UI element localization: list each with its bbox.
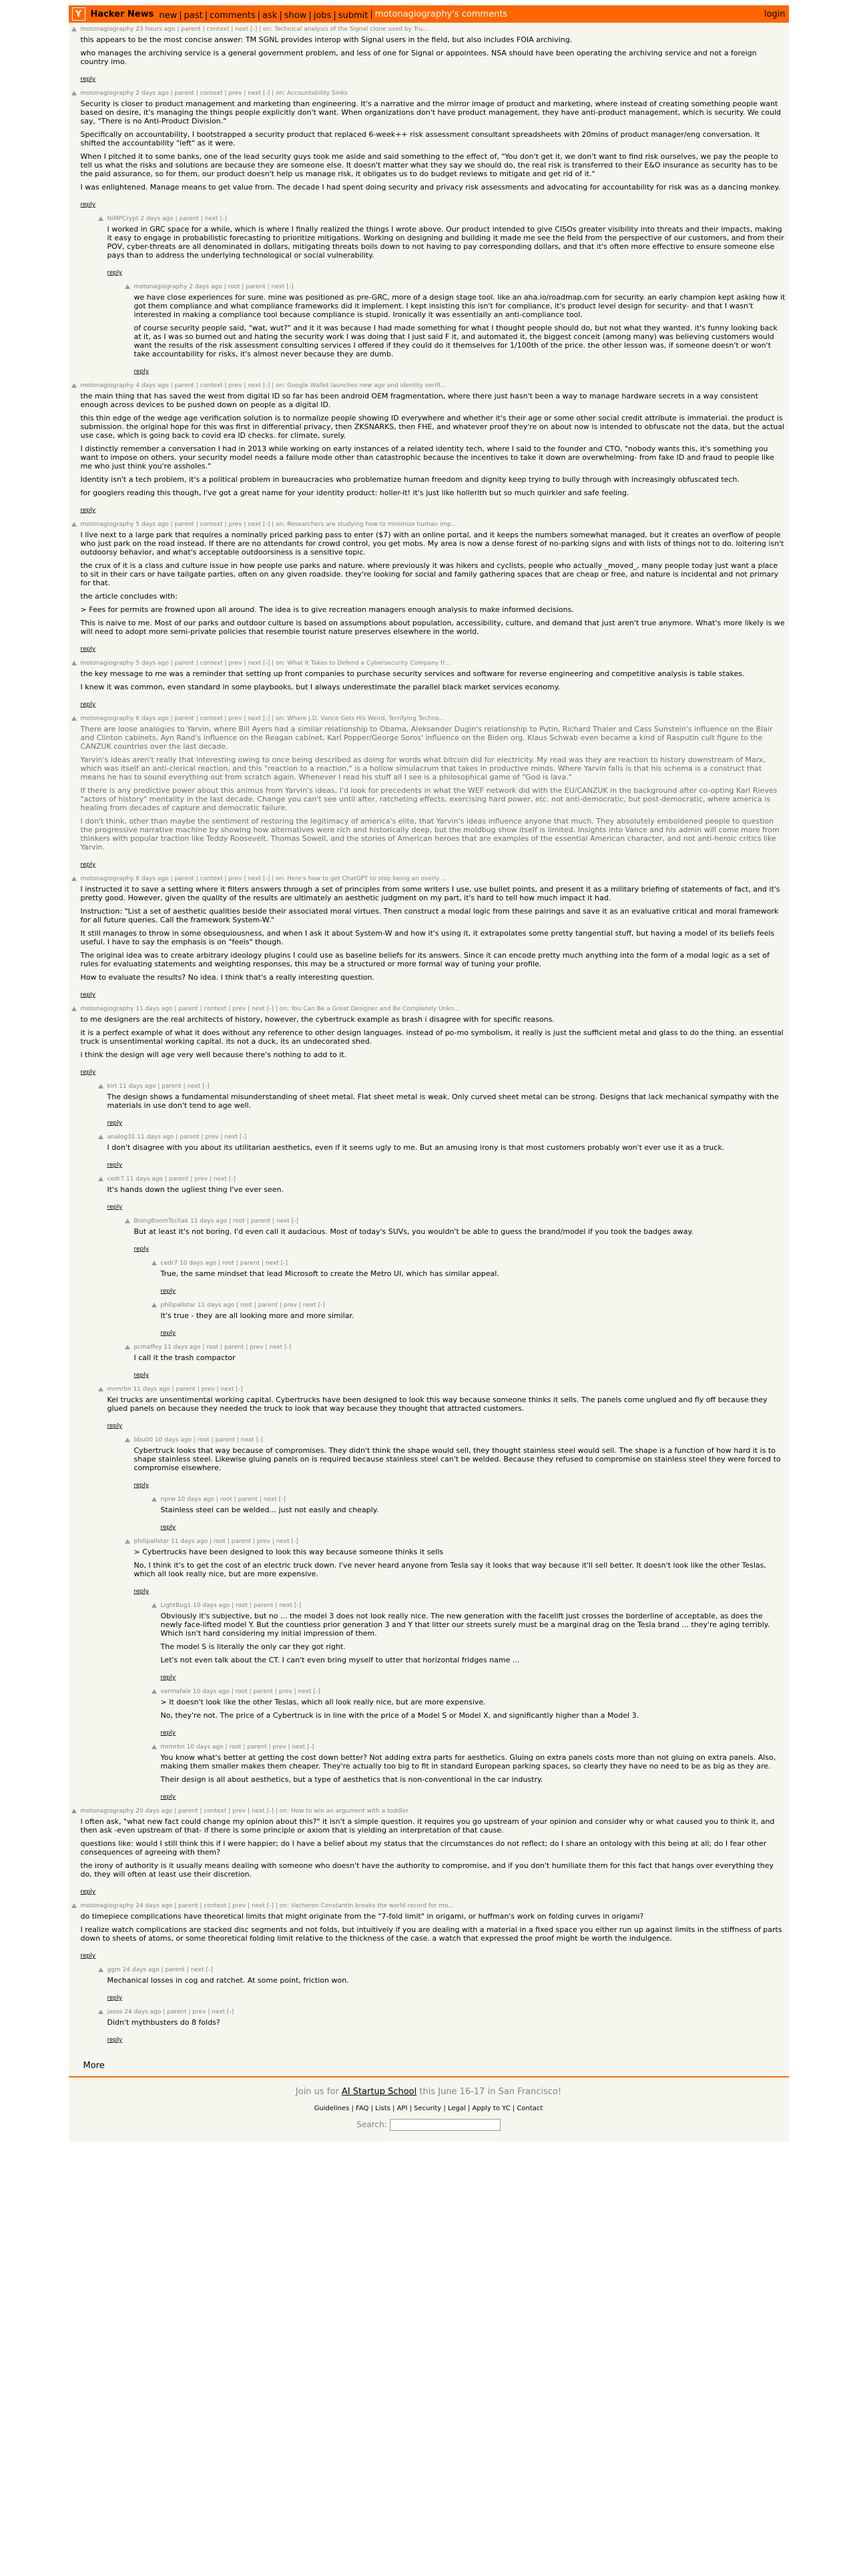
upvote-arrow-icon[interactable]: [71, 1006, 78, 1013]
reply-link[interactable]: reply: [80, 862, 96, 868]
comment-paragraph: The original idea was to create arbitrary ideology plugins I could use as baseline beliefs for its answers. Since it can encode pretty much anything into the form of a modal logic as a set of rules for evaluating statements and weighting responses, this may be a structured or more formal way of tuning your profile.: [80, 951, 770, 968]
footer-link[interactable]: Guidelines: [314, 2105, 350, 2112]
comment-meta[interactable]: philipallstar 11 days ago | root | parent | prev | next [-]: [160, 1302, 325, 1309]
comment-paragraph: I instructed it to save a setting where it filters answers through a set of principles from some writers I use, use bullet points, and present it as a military briefing of statements of fact, and it's pretty good. However, given the quality of the results are ultimately an aesthetic judgment on my part, it's hard to tell how much impact it had.: [80, 885, 780, 902]
comment-meta[interactable]: mrmrbn 11 days ago | parent | prev | next [-]: [107, 1386, 243, 1393]
upvote-arrow-icon[interactable]: [152, 1303, 158, 1309]
nav-separator: |: [370, 9, 373, 19]
comment: [71, 715, 786, 869]
upvote-arrow-icon[interactable]: [152, 1261, 158, 1267]
comment-body: [161, 1259, 786, 1295]
comment-text: [161, 1269, 786, 1278]
reply-link[interactable]: reply: [80, 1889, 96, 1895]
comment-paragraph: for googlers reading this though, I've got a great name for your identity product: holler-it! it's just like hollerith but so much quirkier and safe feeling.: [80, 489, 629, 497]
comment-body: [107, 1082, 786, 1127]
comment-body: [107, 1966, 786, 2002]
reply-link[interactable]: reply: [133, 368, 150, 375]
comment-meta[interactable]: motonagiography 5 days ago | parent | context | prev | next [-] | on: What It Takes to Defend a Cybersecurity Company fr...: [80, 660, 451, 667]
comment-paragraph: True, the same mindset that lead Microsoft to create the Metro UI, which has similar appeal.: [160, 1269, 499, 1278]
comment: [71, 1385, 786, 1430]
search-label: Search:: [356, 2120, 387, 2130]
yc-prefix: Join us for: [295, 2087, 342, 2097]
nav-link-5[interactable]: jobs: [313, 10, 332, 21]
reply-link[interactable]: reply: [80, 202, 96, 208]
comment: [71, 1902, 786, 1960]
comment-paragraph: who manages the archiving service is a general government problem, and less of one for Signal or appointees. NSA should have been operating the archiving service and not a foreign country imo.: [80, 49, 757, 66]
hn-logo[interactable]: Y: [72, 7, 85, 21]
upvote-arrow-icon[interactable]: [152, 1497, 158, 1504]
comment-text: [134, 1446, 786, 1472]
comment-text: [107, 1395, 786, 1413]
comment-text: [107, 2018, 786, 2027]
current-page-label: motonagiography's comments: [374, 9, 508, 19]
footer-separator: |: [407, 2105, 414, 2112]
nav-separator: |: [204, 10, 208, 21]
comment-paragraph: I don't disagree with you about its utilitarian aesthetics, even if it seems ugly to me. But an amusing irony is that most customers probably won't ever use it as a truck.: [107, 1143, 725, 1152]
upvote-arrow-icon[interactable]: [152, 1744, 158, 1751]
comment-paragraph: Obviously it's subjective, but no ... the model 3 does not look really nice. The new generation with the facelift just crosses the borderline of acceptable, as does the newly face-lifted model Y. But the countless prior generation 3 and Y that litter our streets surely must be a marginal drag on the Tesla brand ... they're aging terribly. Which isn't hard considering my initial impression of them.: [160, 1612, 770, 1638]
comment: [71, 1496, 786, 1532]
comment-body: [107, 1133, 786, 1169]
comment-text: [81, 1817, 786, 1879]
yc-announcement: [69, 2087, 789, 2097]
reply-link[interactable]: reply: [160, 1330, 176, 1337]
comment-paragraph: I call it the trash compactor: [133, 1353, 236, 1362]
comment-paragraph: Specifically on accountability, I bootstrapped a security product that replaced 6-week++ risk assessment consultant spreadsheets with 20mins of product manager/eng conversation. It shifted the accountability "left" as it were.: [80, 130, 760, 147]
comment-text: [81, 35, 786, 66]
page-container: [69, 5, 789, 2142]
nav-link-3[interactable]: ask: [262, 10, 278, 21]
comment-meta[interactable]: NiMPCrypt 2 days ago | parent | next [-]: [107, 216, 227, 222]
comment-meta[interactable]: motonagiography 6 days ago | parent | context | prev | next [-] | on: Where J.D. Vance Gets His Weird, Terrifying Techno...: [80, 715, 445, 722]
comment-body: [134, 283, 786, 376]
comment-meta[interactable]: ggm 24 days ago | parent | next [-]: [107, 1967, 213, 1973]
upvote-arrow-icon[interactable]: [71, 91, 78, 97]
comment-text: [107, 1976, 786, 1985]
comment: [71, 521, 786, 653]
upvote-arrow-icon[interactable]: [125, 284, 131, 291]
nav-link-1[interactable]: past: [184, 10, 203, 21]
comment-paragraph: Cybertruck looks that way because of compromises. They didn't think the shape would sell, they thought stainless steel would sell. The shape is a function of how hard it is to shape stainless steel. Likewise gluing panels on is required because stainless steel can't be welded. Because they refused to compromise on stainless steel they were forced to compromise elsewhere.: [133, 1446, 781, 1472]
comment-text: [81, 1912, 786, 1943]
comment-paragraph: I knew it was common, even standard in some playbooks, but I always underestimate the parallel black market services economy.: [80, 683, 561, 691]
comment-body: [161, 1301, 786, 1337]
comment-paragraph: I distinctly remember a conversation I had in 2013 while working on early instances of a related identity tech, where I said to the founder and CTO, "nobody wants this, it's something you want to impose on others. your security model needs a failure mode other than catastrophic because the incentives to take it down are overwhelming- from fake ID and fraud to people like me who just think you're assholes.": [80, 444, 774, 470]
nav-link-2[interactable]: comments: [210, 10, 256, 21]
comment-paragraph: I was enlightened. Manage means to get value from. The decade I had spent doing security and privacy risk assessments and advocating for accountability for risk was as a dancing monkey.: [80, 183, 781, 192]
upvote-arrow-icon[interactable]: [98, 1177, 105, 1183]
reply-link[interactable]: reply: [107, 1120, 123, 1126]
comment-meta[interactable]: motonagiography 5 days ago | parent | context | prev | next [-] | on: Researchers are studying how to minimize human imp...: [80, 521, 457, 528]
upvote-arrow-icon[interactable]: [98, 2009, 105, 2016]
comment-body: [134, 1343, 786, 1379]
footer-link[interactable]: API: [396, 2105, 408, 2112]
reply-link[interactable]: reply: [80, 701, 96, 708]
nav-separator: |: [257, 10, 261, 21]
comment-paragraph: do timepiece complications have theoretical limits that might originate from the "7-fold limit" in origami, or huffman's work on folding curves in origami?: [80, 1912, 644, 1921]
comment-paragraph: to me designers are the real architects of history, however, the cybertruck example as brash i disagree with for specific reasons.: [80, 1015, 555, 1024]
comment-paragraph: Instruction: "List a set of aesthetic qualities beside their associated moral virtues. Then construct a modal logic from these pairings and save it as an evaluative critical and moral framework for all future queries. Call the framework System-W.": [80, 907, 779, 924]
footer-links: [69, 2105, 789, 2112]
comment-meta[interactable]: motonagiography 11 days ago | parent | context | prev | next [-] | on: You Can Be a Great Designer and Be Completely Unkn...: [80, 1006, 460, 1012]
upvote-arrow-icon[interactable]: [71, 1809, 78, 1815]
comment-paragraph: the key message to me was a reminder that setting up front companies to purchase security services and software for reverse engineering and competitive analysis is table stakes.: [80, 669, 745, 678]
comment-meta[interactable]: cedr7 11 days ago | parent | prev | next [-]: [107, 1176, 236, 1183]
comment: [71, 1217, 786, 1253]
upvote-arrow-icon[interactable]: [71, 27, 78, 33]
comment-text: [134, 1353, 786, 1362]
comment-paragraph: the crux of it is a class and culture issue in how people use parks and nature. where previously it was hikers and cyclists, people who actually _moved_, many people today just want a place to sit in their cars or have tailgate parties, often on any given roadside. they're looking for social and family gathering spaces that are cheap or free, and nature is incidental and not primary for that.: [80, 561, 779, 587]
comment-body: [107, 1385, 786, 1430]
comment-paragraph: we have close experiences for sure. mine was positioned as pre-GRC, more of a design stage tool. like an aha.io/roadmap.com for security. an early champion kept asking how it got them compliance and what compliance frameworks did it implement. I kept insisting this isn't for compliance, it's product level design for security- and that I wasn't interested in making a compliance tool because compliance is stupid. Ironically it was essentially an anti-compliance tool.: [133, 293, 786, 319]
comment-paragraph: the main thing that has saved the west from digital ID so far has been android OEM fragmentation, where there just hasn't been a way to manage hardware secrets in a way consistent enough across devices to be pushed down on people as a digital ID.: [80, 392, 758, 409]
comment-text: [161, 1506, 786, 1514]
comment-paragraph: Let's not even talk about the CT. I can't even bring myself to utter that horizontal fridges name ...: [160, 1656, 520, 1664]
comment-meta[interactable]: motonagiography 23 hours ago | parent | context | next [-] | on: Technical analysis of the Signal clone used by Tru...: [80, 26, 429, 33]
comment-paragraph: I often ask, "what new fact could change my opinion about this?" it isn't a simple question. it requires you go upstream of your opinion and consider why or what caused you to think it, and then ask -even upstream of that- if there is some principle or axiom that is yielding an interpretation of that cause.: [80, 1817, 775, 1835]
comment-paragraph: It still manages to throw in some obsequiousness, and when I ask it about System-W and how it's using it, it extrapolates some pretty tangential stuff, but having a model of its beliefs feels useful. I have to say the emphasis is on "feels" though.: [80, 929, 775, 946]
comment: [71, 1082, 786, 1127]
comment-body: [81, 382, 786, 515]
reply-link[interactable]: reply: [80, 1953, 96, 1959]
comment-text: [81, 531, 786, 636]
comment-text: [161, 1753, 786, 1784]
footer-link[interactable]: Security: [414, 2105, 442, 2112]
comment-paragraph: Kei trucks are unsentimental working capital. Cybertrucks have been designed to look this way because someone thinks it sells. The panels come unglued and fly off because they glued panels on because they needed the truck to look that way because they thought that attracted customers.: [107, 1395, 768, 1413]
footer-separator: |: [441, 2105, 448, 2112]
comment-body: [107, 2008, 786, 2044]
comment-text: [134, 293, 786, 358]
footer-separator: |: [368, 2105, 376, 2112]
comment: [71, 1688, 786, 1737]
comment-meta[interactable]: BoingBoomTschak 11 days ago | root | parent | next [-]: [133, 1218, 299, 1225]
comment-paragraph: If there is any predictive power about this animus from Yarvin's ideas, I'd look for precedents in what the WEF network did with the EU/CANZUK in the background after co-opting Karl Rieves "actors of history" mentality in the last decade. Change you can't see until after, ratcheting effects, exercising hard power, etc. not anti-democratic, but post-democratic, where america is healing from decades of capture and democratic failure.: [80, 786, 778, 812]
comment-body: [81, 1005, 786, 1076]
footer-link[interactable]: Contact: [517, 2105, 543, 2112]
comment-paragraph: The design shows a fundamental misunderstanding of sheet metal. Flat sheet metal is weak. Only curved sheet metal can be strong. Designs that lack mechanical sympathy with the materials in use don't tend to age well.: [107, 1092, 779, 1110]
comment-body: [107, 1175, 786, 1211]
comment: [71, 1301, 786, 1337]
comment-paragraph: this appears to be the most concise answer: TM SGNL provides interop with Signal users in the field, but also includes FOIA archiving.: [80, 35, 573, 44]
comment: [71, 1436, 786, 1490]
comment-paragraph: I realize watch complications are stacked disc segments and not folds, but intuitively if you are dealing with a material in a fixed space you either run up against limits in the stiffness of parts down to sheets of atoms, or some theoretical folding limit relative to the thickness of the case. a watch that expressed the proof might be worth the indulgence.: [80, 1925, 782, 1943]
comment-paragraph: Security is closer to product management and marketing than engineering. It's a narrative and the mirror image of product and marketing, where instead of creating something people want based on desire, it's managing the things people explicitly don't want. When organizations don't have product management, they have anti-product management, which is security. We could say, "There is no Anti-Product Division.": [80, 99, 782, 125]
nav-separator: |: [333, 10, 336, 21]
comment-body: [161, 1602, 786, 1682]
upvote-arrow-icon[interactable]: [125, 1219, 131, 1225]
comment-paragraph: the irony of authority is it usually means dealing with someone who doesn't have the authority to compromise, and if you don't humiliate them for this fact that hangs over everything they do, they will often at least use their discretion.: [80, 1861, 774, 1879]
reply-link[interactable]: reply: [107, 270, 123, 276]
comment-paragraph: How to evaluate the results? No idea. I think that's a really interesting question.: [80, 973, 375, 982]
comment: [71, 382, 786, 515]
upvote-arrow-icon[interactable]: [71, 661, 78, 667]
comment: [71, 1807, 786, 1896]
reply-link[interactable]: reply: [80, 507, 96, 514]
comment-meta[interactable]: motonagiography 24 days ago | parent | context | prev | next [-] | on: Vacheron Constantin breaks the world record for mo...: [80, 1903, 454, 1909]
upvote-arrow-icon[interactable]: [71, 1903, 78, 1910]
comment-paragraph: > It doesn't look like the other Teslas, which all look really nice, but are more expensive.: [160, 1698, 486, 1706]
comment-text: [107, 1143, 786, 1152]
comment-paragraph: > Cybertrucks have been designed to look this way because someone thinks it sells: [133, 1548, 444, 1556]
nav-link-6[interactable]: submit: [338, 10, 368, 21]
comment-body: [161, 1688, 786, 1737]
comment-paragraph: I don't think, other than maybe the sentiment of restoring the legitimacy of america's elite, that Yarvin's ideas influence anyone that much. They absolutely emboldened people to question the progressive narrative machine by showing how alternatives were rich and historically deep, but the moldbug show itself is limited. Insights into Vance and his admin will come more from thinkers with popular traction like Teddy Roosevelt, Thomas Sowell, and the stories of American heroes that are examples of the essential American character, and not anti-heroic critics like Yarvin.: [80, 817, 780, 852]
comment-text: [81, 392, 786, 497]
comment-text: [134, 1227, 786, 1236]
footer-link[interactable]: FAQ: [356, 2105, 369, 2112]
comment: [71, 1743, 786, 1801]
login-link[interactable]: login: [764, 9, 786, 19]
comment-paragraph: this thin edge of the wedge age verification solution is to normalize people showing ID everywhere and whether it's their age or some other social credit attribute is immaterial. the product is submission. the original hope for this was first in differential privacy, then ZKSNARKS, then FHE, and whatever proof they're on about now is intended to obfuscate not the data, but the actual use case, which is going back to covid era ID checks. for climate, surely.: [80, 414, 785, 440]
comment-paragraph: i think the design will age very well because there's nothing to add to it.: [80, 1050, 347, 1059]
comment: [71, 659, 786, 709]
search-input[interactable]: [390, 2119, 501, 2131]
reply-link[interactable]: reply: [133, 1588, 150, 1595]
comment: [71, 25, 786, 83]
comment-body: [81, 1902, 786, 1960]
top-bar: [69, 5, 789, 23]
reply-link[interactable]: reply: [107, 1995, 123, 2001]
comment-meta[interactable]: LightBug1 10 days ago | root | parent | next [-]: [160, 1602, 302, 1609]
upvote-arrow-icon[interactable]: [98, 1967, 105, 1974]
comment: [71, 1966, 786, 2002]
comment-paragraph: No, I think it's to get the cost of an electric truck down. I've never heard anyone from Tesla say it looks that way because it'll sell better. It doesn't look like the other Teslas, which all look really nice, but are more expensive.: [133, 1561, 766, 1578]
comment-body: [81, 1807, 786, 1896]
nav-separator: |: [279, 10, 282, 21]
comment-meta[interactable]: motonagiography 2 days ago | root | parent | next [-]: [133, 284, 294, 290]
footer-link[interactable]: Legal: [447, 2105, 466, 2112]
comment-body: [81, 659, 786, 709]
comment: [71, 1175, 786, 1211]
comment-meta[interactable]: pcmaffey 11 days ago | root | parent | prev | next [-]: [133, 1344, 292, 1351]
comment-meta[interactable]: motonagiography 4 days ago | parent | context | prev | next [-] | on: Google Wallet launches new age and identity verifi...: [80, 382, 447, 389]
comment-paragraph: There are loose analogies to Yarvin, where Bill Ayers had a similar relationship to Obama, Aleksander Dugin's relationship to Putin, Richard Thaler and Cass Sunstein's influence on the Blair and Clinton cabinets, Ayn Rand's influence on the Reagan cabinet, Karl Popper/George Soros' influence on the Biden org. Klaus Schwab even became a kind of Rasputin cult figure to the CANZUK countries over the last decade.: [80, 725, 773, 751]
reply-link[interactable]: reply: [133, 1246, 150, 1253]
comment: [71, 875, 786, 999]
comment-paragraph: Stainless steel can be welded... just not easily and cheaply.: [160, 1506, 379, 1514]
comment-paragraph: I worked in GRC space for a while, which is where I finally realized the things I wrote above. Our product intended to give CISOs greater visibility into threats and their impacts, making it easy to engage in probabilistic forecasting to prioritize mitigations. Working on designing and building it made me see the field from the perspective of our customers, and from their POV, cyber-threats are all denominated in dollars, mitigating threats boils down to not having to pay corresponding dollars, and that it's often more effective to ensure someone else pays than to address the underlying technological or social vulnerability.: [107, 225, 784, 260]
more-link[interactable]: More: [83, 2061, 105, 2071]
comment: [71, 89, 786, 209]
comment-body: [134, 1538, 786, 1596]
upvote-arrow-icon[interactable]: [98, 216, 105, 223]
comment-body: [107, 215, 786, 277]
nav-links: [159, 8, 368, 21]
yc-link[interactable]: AI Startup School: [341, 2087, 417, 2097]
comment-meta[interactable]: nprw 10 days ago | root | parent | next [-]: [160, 1496, 286, 1503]
comment-paragraph: It's hands down the ugliest thing I've ever seen.: [107, 1185, 284, 1194]
comment-text: [107, 225, 786, 260]
upvote-arrow-icon[interactable]: [98, 1135, 105, 1141]
comment: [71, 1133, 786, 1169]
comment-paragraph: The model S is literally the only car they got right.: [160, 1642, 346, 1651]
comment-paragraph: Yarvin's ideas aren't really that interesting owing to once being described as doing for words what bitcoin did for electricity. My read was they are reaction to history downstream of Marx, which was itself an anti-clerical reaction, and this "reaction to a reaction," is a hollow simulacrum that takes in productive minds. Where Yarvin falls is that his schema is a construct that means he has to sound everything out from scratch again. Whenever I read his stuff all I see is a philosophical game of "God is lava.": [80, 755, 766, 781]
comment-text: [81, 885, 786, 982]
comment-paragraph: Mechanical losses in cog and ratchet. At some point, friction won.: [107, 1976, 349, 1985]
comment-list: [69, 23, 789, 2057]
comment-text: [81, 725, 786, 852]
comment-meta[interactable]: philipallstar 11 days ago | root | parent | prev | next [-]: [133, 1538, 298, 1545]
comment-meta[interactable]: motonagiography 8 days ago | parent | context | prev | next [-] | on: Here's how to get ChatGPT to stop being an overly ...: [80, 876, 447, 882]
comment-meta[interactable]: mrmrbn 10 days ago | root | parent | prev | next [-]: [160, 1744, 314, 1750]
comment-text: [161, 1311, 786, 1320]
reply-link[interactable]: reply: [80, 646, 96, 653]
reply-link[interactable]: reply: [107, 1204, 123, 1211]
comment-text: [107, 1092, 786, 1110]
comment-text: [134, 1548, 786, 1578]
comment-text: [81, 669, 786, 691]
comment-paragraph: But at least it's not boring. I'd even call it audacious. Most of today's SUVs, you wouldn't be able to guess the brand/model if you took the badges away.: [133, 1227, 693, 1236]
comment-paragraph: > Fees for permits are frowned upon all around. The idea is to give recreation managers enough analysis to make informed decisions.: [80, 605, 574, 614]
comment-paragraph: questions like: would I still think this if I were happier; do I have a belief about my status that the circumstances do not reflect; do I share an ontology with this being at all; do I fear other consequences of agreeing with them?: [80, 1839, 767, 1857]
comment-body: [81, 521, 786, 653]
reply-link[interactable]: reply: [133, 1372, 150, 1379]
comment: [71, 1259, 786, 1295]
yc-suffix: this June 16-17 in San Francisco!: [416, 2087, 562, 2097]
reply-link[interactable]: reply: [107, 1162, 123, 1169]
comment: [71, 2008, 786, 2044]
nav-separator: |: [308, 10, 312, 21]
comment-paragraph: It's true - they are all looking more and more similar.: [160, 1311, 354, 1320]
comment-meta[interactable]: cedr7 10 days ago | root | parent | next [-]: [160, 1260, 288, 1267]
reply-link[interactable]: reply: [107, 2037, 123, 2043]
reply-link[interactable]: reply: [160, 1730, 176, 1736]
comment-paragraph: it is a perfect example of what it does without any reference to other design languages. instead of po-mo symbolism, it really is just the sufficient metal and glass to do the thing. an essential truck is unsentimental working capital. its not a duck, its an undecorated shed.: [80, 1028, 784, 1046]
upvote-arrow-icon[interactable]: [71, 876, 78, 883]
site-name-link[interactable]: Hacker News: [90, 9, 154, 19]
comment-meta[interactable]: vermafale 10 days ago | root | parent | prev | next [-]: [160, 1688, 320, 1695]
upvote-arrow-icon[interactable]: [125, 1345, 131, 1351]
footer-separator: |: [510, 2105, 517, 2112]
comment-body: [134, 1217, 786, 1253]
comment-meta[interactable]: bbu00 10 days ago | root | parent | next [-]: [133, 1437, 263, 1443]
upvote-arrow-icon[interactable]: [125, 1437, 131, 1444]
comment: [71, 283, 786, 376]
comment-paragraph: Identity isn't a tech problem, it's a political problem in bureaucracies who problematize human freedom and dignity keep trying to bully through with increasingly obfuscated tech.: [80, 475, 740, 484]
nav-separator: |: [179, 10, 182, 21]
comment: [71, 1538, 786, 1596]
footer-link[interactable]: Apply to YC: [472, 2105, 511, 2112]
comment-body: [81, 875, 786, 999]
comment-text: [81, 99, 786, 192]
reply-link[interactable]: reply: [80, 1069, 96, 1076]
search-form: [69, 2119, 789, 2131]
comment-paragraph: You know what's better at getting the cost down better? Not adding extra parts for aesthetics. Gluing on extra panels costs more than not gluing on extra panels. Also, making them smaller makes them cheaper. They're actually too big to fit in standard European parking spaces, so clearly they have no need to be as big as they are.: [160, 1753, 776, 1770]
comment: [71, 215, 786, 277]
footer-separator: |: [349, 2105, 356, 2112]
comment-body: [81, 25, 786, 83]
comment-paragraph: This is naive to me. Most of our parks and outdoor culture is based on assumptions about population, accessibility, culture, and demand that just aren't true anymore. What's more likely is we will need to adopt more semi-private policies that resemble tourist nature preserves elsewhere in the world.: [80, 619, 785, 636]
footer-separator: |: [390, 2105, 397, 2112]
comment-body: [161, 1496, 786, 1532]
upvote-arrow-icon[interactable]: [98, 1084, 105, 1090]
comment-paragraph: of course security people said, "wat, wut?" and it it was because I had made something for what I thought people should do, but not what they wanted. it's funny looking back at it, as I was so burned out and hating the security work I was doing that I just said F it, and automated it, the biggest conceit (among many) was believing customers would want the results of the risk assessment consulting services I offered if they could do it themselves for 1/100th of the price. the other lesson was, if someone doesn't or won't take accountability for risks, it's almost never because they are dumb.: [133, 324, 778, 358]
comment-text: [107, 1185, 786, 1194]
reply-link[interactable]: reply: [160, 1794, 176, 1801]
comment-text: [161, 1698, 786, 1720]
reply-link[interactable]: reply: [160, 1524, 176, 1531]
reply-link[interactable]: reply: [160, 1288, 176, 1295]
comment-meta[interactable]: jaoss 24 days ago | parent | prev | next [-]: [107, 2009, 234, 2015]
reply-link[interactable]: reply: [107, 1423, 123, 1429]
comment-meta[interactable]: motonagiography 2 days ago | parent | context | prev | next [-] | on: Accountability Sinks: [80, 90, 348, 97]
comment: [71, 1005, 786, 1076]
upvote-arrow-icon[interactable]: [98, 1387, 105, 1393]
upvote-arrow-icon[interactable]: [71, 383, 78, 390]
upvote-arrow-icon[interactable]: [152, 1689, 158, 1696]
reply-link[interactable]: reply: [80, 992, 96, 998]
footer: [69, 2076, 789, 2142]
comment-body: [134, 1436, 786, 1490]
comment-paragraph: the article concludes with:: [80, 592, 178, 601]
nav-link-4[interactable]: show: [284, 10, 307, 21]
comment-paragraph: No, they're not. The price of a Cybertruck is in line with the price of a Model S or Model X, and significantly higher than a Model 3.: [160, 1711, 639, 1720]
comment-body: [161, 1743, 786, 1801]
comment-paragraph: Didn't mythbusters do 8 folds?: [107, 2018, 220, 2027]
comment-text: [81, 1015, 786, 1059]
comment-paragraph: When I pitched it to some banks, one of the lead security guys took me aside and said something to the effect of, "You don't get it, we don't want to find risk ourselves, we pay the people to tell us what the risks and solutions are because they are someone else. It doesn't matter what they say we should do, the real risk is transferred to their E&O insurance as security has to be the paid assurance, so for them, our product doesn't help us manage risk, it obligates us to do budget reviews to mitigate and get rid of it.": [80, 152, 778, 178]
upvote-arrow-icon[interactable]: [71, 522, 78, 529]
reply-link[interactable]: reply: [133, 1482, 150, 1489]
reply-link[interactable]: reply: [80, 76, 96, 83]
comment-paragraph: I live next to a large park that requires a nominally priced parking pass to enter ($7) with an online portal, and it keeps the numbers somewhat managed, but it creates an overflow of people who just park on the road instead. If there are no attendants for crowd control, you get mobs. My area is now a dense forest of no-parking signs and with lists of things not to do. loitering isn't outdoorsy behavior, and what's acceptable outdoorsiness is a sensitive topic.: [80, 531, 784, 557]
upvote-arrow-icon[interactable]: [125, 1539, 131, 1546]
comment-meta[interactable]: kirt 11 days ago | parent | next [-]: [107, 1083, 210, 1090]
comment-meta[interactable]: analog31 11 days ago | parent | prev | next [-]: [107, 1134, 247, 1141]
comment-body: [81, 89, 786, 209]
comment-text: [161, 1612, 786, 1664]
footer-separator: |: [465, 2105, 473, 2112]
comment-paragraph: Their design is all about aesthetics, but a type of aesthetics that is non-conventional in the car industry.: [160, 1775, 543, 1784]
comment-meta[interactable]: motonagiography 20 days ago | parent | context | prev | next [-] | on: How to win an argument with a toddler: [80, 1808, 409, 1815]
nav-link-0[interactable]: new: [159, 10, 178, 21]
upvote-arrow-icon[interactable]: [152, 1603, 158, 1610]
reply-link[interactable]: reply: [160, 1674, 176, 1681]
footer-link[interactable]: Lists: [375, 2105, 390, 2112]
comment-body: [81, 715, 786, 869]
comment: [71, 1602, 786, 1682]
comment: [71, 1343, 786, 1379]
upvote-arrow-icon[interactable]: [71, 716, 78, 723]
